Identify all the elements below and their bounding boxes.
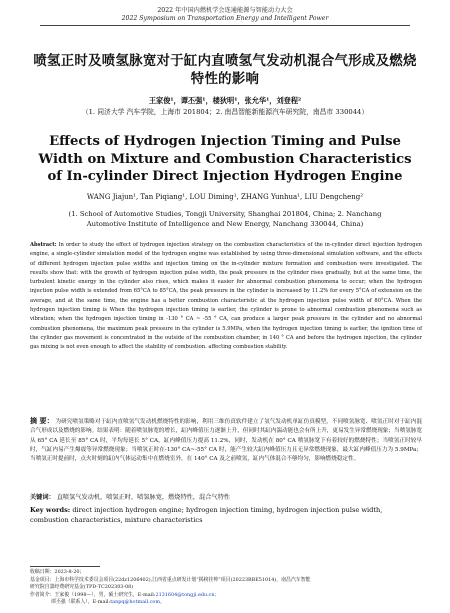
keywords-en	[30, 506, 422, 525]
paper-title-en: Effects of Hydrogen Injection Timing and Pulse Width on Mixture and Combustion Characteristics of In-cylinder Direct Injection Hydrogen Engine	[38, 134, 412, 184]
abstract-cn-text: 为研究喷氢策略对于缸内直喷氢气发动机燃烧特性的影响，利用三维仿真软件建立了氢气发动机单缸仿真模型，不同喷氢脉宽、喷氢正时对于缸内混合气形成以及燃烧的影响。结果表明：随着喷氢脉宽的增长，缸内峰值压力逐渐上升，但同时其缸内湍动能也会有所上升，更易发生异常燃烧现象；当喷氢脉宽从 65° CA 延长至 85° CA 时，平均每延长 5° CA，缸内峰值压力提高 11.2%，同时，发动机在 80° CA 喷氢脉宽下有着较好的燃烧特性；当喷氢正时较早时，气缸内易产生爆震等异常燃烧现象；当喷氢正时在-130° CA~-55° CA 时，能产生较大缸内峰值压力且无异常燃烧现象，最大缸内峰值压力为 5.9MPa；当喷氢正时提前时，点火时刻的缸内气体运动集中在燃烧室外，在 140° CA 及之前喷氢，缸内气体混合不够均匀，影响燃烧稳定性。	[30, 419, 422, 463]
footnote-funding-line-1: 基金项目：上海市科学技术委员会项目(22dz1206402),江西省重点研发计划“揭榜挂帅”项目(20223BBE51014)，南昌汽车智能	[30, 576, 311, 583]
keywords-cn-text: 直喷氢气发动机，喷氢正时，喷氢脉宽，燃烧特性，混合气特性	[56, 494, 230, 501]
conference-header-cn: 2022 年中国内燃机学会连通能源与智能动力大会	[157, 7, 293, 14]
abstract-en	[30, 241, 422, 353]
keywords-cn-label: 关键词：	[30, 494, 55, 501]
affiliation-cn: （1. 同济大学 汽车学院，上海市 201804；2. 南昌智能新能源汽车研究院，南昌市 330044）	[81, 108, 369, 116]
authors-cn: 王家俊¹，谭丕强¹，楼狄明¹，张允华¹，刘登程²	[148, 96, 302, 105]
author-2-email-link[interactable]: tanpq@hotmail.com。	[110, 599, 165, 606]
keywords-cn	[30, 493, 422, 502]
footnote-funding-line-2: 研究院自籌经费研究基金(TPD-TC202303-08)	[30, 584, 134, 591]
abstract-cn-label: 摘 要：	[30, 416, 54, 425]
conference-header-en: 2022 Symposium on Transportation Energy and Intelligent Power	[121, 15, 329, 22]
authors-en: WANG Jiajun¹, Tan Piqiang¹, LOU Diming¹, ZHANG Yunhua¹, LIU Dengcheng²	[86, 193, 364, 201]
footnote-author-2-text: 谭丕强（联系人），E-mail:	[51, 599, 111, 606]
footnote-author-2	[30, 599, 422, 607]
footnote-received: 收稿日期：2023-8-20；	[30, 569, 85, 575]
footnote-rule	[30, 566, 100, 567]
abstract-cn	[30, 416, 422, 464]
abstract-text: In order to study the effect of hydrogen injection strategy on the combustion characteristics of the in-cylinder direct injection hydrogen engine, a single-cylinder simulation model of the hydrogen engine was established by using three-dimensional simulation software, and the effects of different hydrogen injection pulse widths and injection timing on the in-cylinder mixture formation and combustion were investigated. The results show that: with the growth of hydrogen injection pulse width, the peak pressure in the cylinder rises gradually, but at the same time, the turbulent kinetic energy in the cylinder also rises, which makes it easier for abnormal combustion phenomena to occur; when the hydrogen injection pulse width is extended from 65°CA to 85°CA, the peak pressure in the cylinder is increased by 11.2% for every 5°CA of extension on the average, and at the same time, the engine has a better combustion characteristic at the hydrogen injection pulse width of 80°CA. When the hydrogen injection timing is When the hydrogen injection timing is earlier, the cylinder is prone to abnormal combustion phenomena such as vibration; when the hydrogen injection timing in -130 ° CA ~ -55 ° CA, can produce a larger peak pressure in the cylinder and no abnormal combustion phenomena, the maximum peak pressure in the cylinder is 5.9MPa, when the hydrogen injection timing is earlier, the ignition time of the cylinder gas movement is concentrated in the outside of the combustion chamber, in 140 ° CA and before the hydrogen injection, the cylinder gas mixing is not even enough to affect the stability of combustion. affecting combustion stability.	[30, 242, 422, 351]
keywords-en-label: Key words:	[30, 506, 71, 514]
abstract-label: Abstract:	[30, 242, 57, 248]
keywords-en-text: direct injection hydrogen engine; hydrogen injection timing, hydrogen injection pulse width, combustion characteristics, mixture characteristics	[30, 506, 383, 524]
footnote-author-1-text: 作者简介：王家俊（1998—），男，硕士研究生，E-mail:	[30, 591, 156, 598]
footnotes	[30, 569, 422, 607]
affiliation-en: (1. School of Automotive Studies, Tongji University, Shanghai 201804, China; 2. Nanchang Automotive Institute of Intelligence and New Energy, Nanchang 330044, China)	[68, 210, 382, 228]
paper-title-cn: 喷氢正时及喷氢脉宽对于缸内直喷氢气发动机混合气形成及燃烧特性的影响	[33, 53, 417, 87]
header-rule	[40, 25, 410, 26]
author-1-email-link[interactable]: 2131604@tongji.edu.cn；	[155, 591, 220, 598]
